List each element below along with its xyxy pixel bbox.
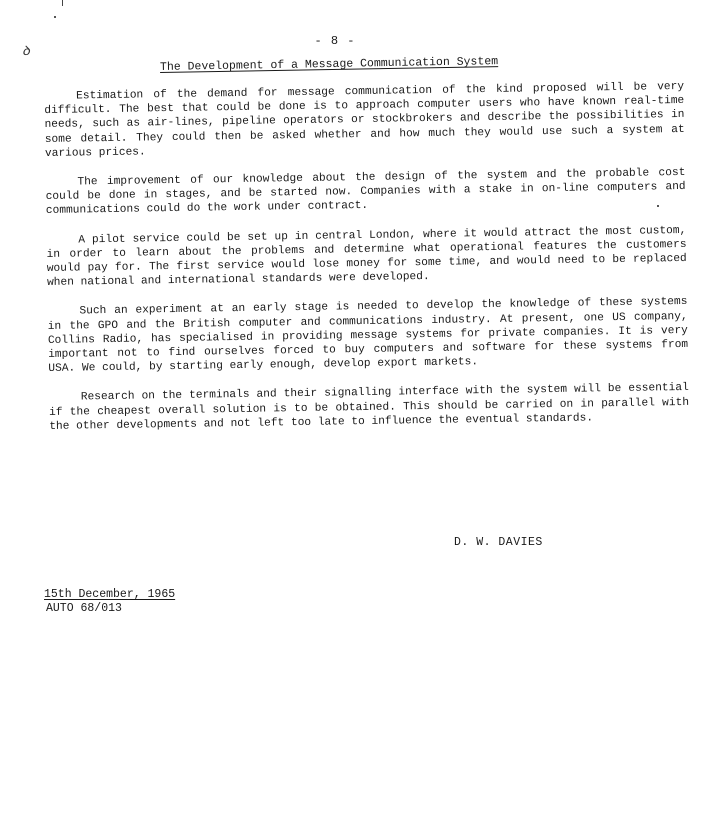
author-signature: D. W. DAVIES (454, 536, 543, 549)
margin-pen-mark (62, 0, 63, 6)
paragraph-design-improvement: The improvement of our knowledge about the design of the system and the probable cost could be done in stages, and be started now. Companies with a stake in on-line computers and communications could do the work under contract. (45, 166, 686, 218)
document-body (44, 80, 690, 449)
paper-speck (657, 205, 659, 207)
document-reference: AUTO 68/013 (46, 602, 122, 615)
paragraph-terminal-research: Research on the terminals and their signalling interface with the system will be essential if the cheapest overall solution is to be obtained. This should be carried on in parallel with the other developments and not left too late to influence the eventual standards. (48, 382, 690, 433)
paragraph-pilot-service: A pilot service could be set up in central London, where it would attract the most custom, in order to learn about the problems and determine what operational features the customers would pay for. The first service would lose money for some time, and would need to be replaced when national and international standards were developed. (46, 224, 687, 290)
margin-speck (54, 16, 56, 18)
document-title: The Development of a Message Communication System (159, 55, 499, 74)
margin-handwritten-mark: ꝺ (22, 44, 30, 59)
document-date: 15th December, 1965 (44, 588, 176, 601)
page-number: - 8 - (314, 34, 356, 48)
paragraph-early-experiment: Such an experiment at an early stage is needed to develop the knowledge of these systems in the GPO and the British computer and communications industry. At present, one US company, Collins Radio, has specialised in providing message systems for private companies. It is very important not to find ourselves forced to buy computers and software for these systems from USA. We could, by starting early enough, develop export markets. (47, 296, 689, 376)
paragraph-demand-estimation: Estimation of the demand for message communication of the kind proposed will be very difficult. The best that could be done is to approach computer users who have known real-time needs, such as air-lines, pipeline operators or stockbrokers and describe the possibilities in some detail. They could then be asked whether and how much they would use such a system at various prices. (44, 80, 685, 160)
